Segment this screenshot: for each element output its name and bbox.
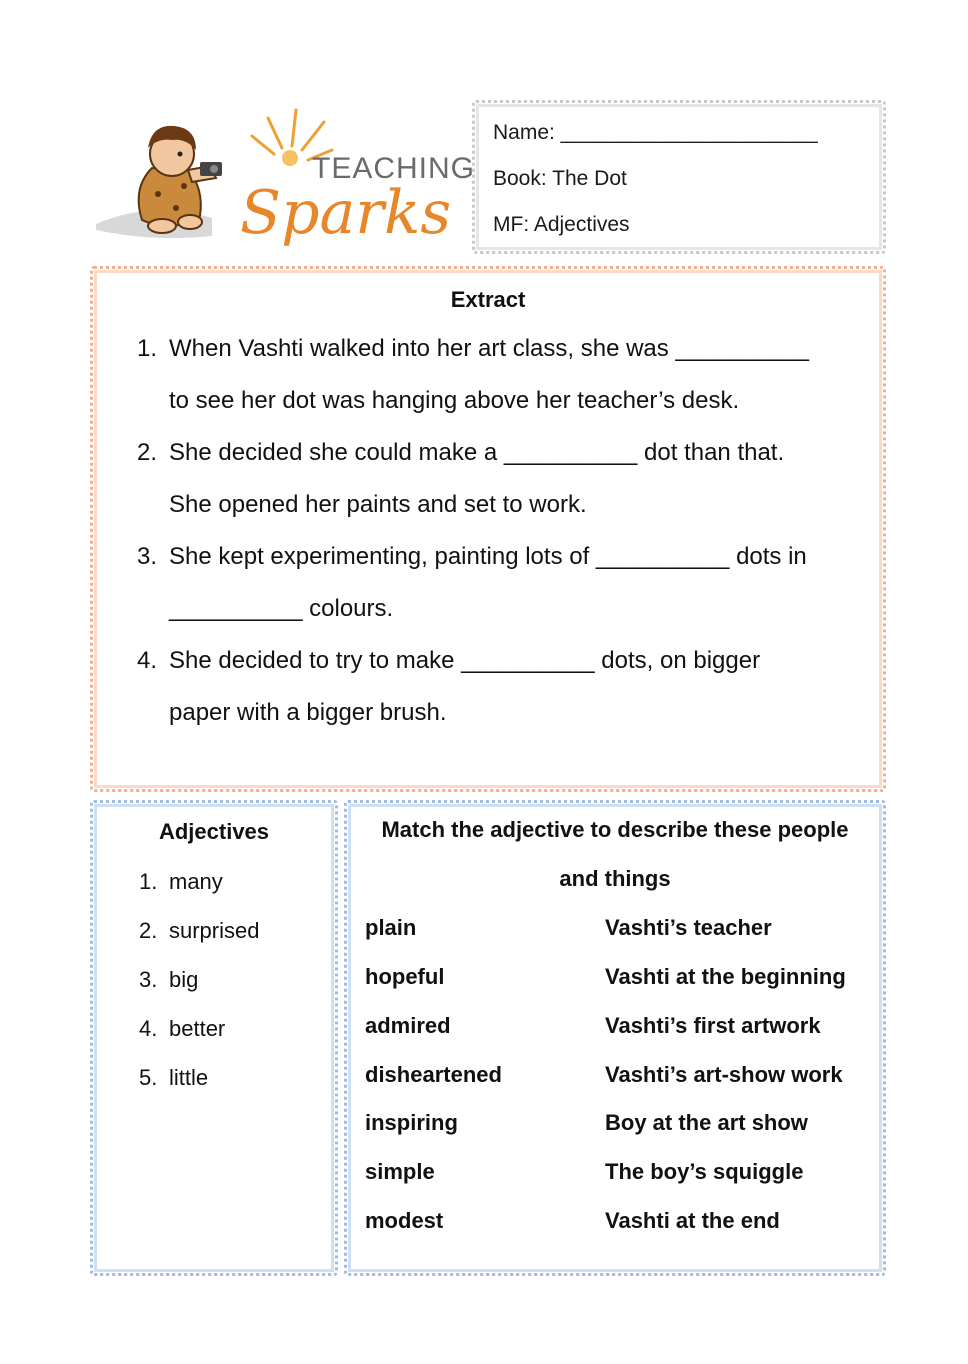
- match-target: Vashti at the end: [605, 1208, 780, 1233]
- match-target: Vashti’s first artwork: [605, 1013, 821, 1038]
- match-target: Vashti’s teacher: [605, 915, 772, 940]
- adjective-number: 4.: [139, 1016, 158, 1041]
- adjectives-title: Adjectives: [158, 819, 270, 844]
- adjective-word: surprised: [169, 918, 260, 943]
- logo-text-sparks: Sparks: [240, 178, 452, 248]
- extract-item-line: paper with a bigger brush.: [169, 699, 447, 726]
- extract-item-line: She kept experimenting, painting lots of __________ dots in: [169, 543, 807, 570]
- adjective-word: many: [169, 869, 223, 894]
- extract-item-number: 1.: [137, 335, 158, 362]
- logo-text-teaching: TEACHING: [312, 152, 476, 185]
- match-target: Boy at the art show: [605, 1110, 808, 1135]
- adjectives-box: [90, 800, 338, 1276]
- match-adjective: disheartened: [365, 1062, 502, 1087]
- extract-item-line: She opened her paints and set to work.: [169, 491, 587, 518]
- match-target: The boy’s squiggle: [605, 1159, 804, 1184]
- extract-item-number: 4.: [137, 647, 158, 674]
- match-adjective: inspiring: [365, 1110, 458, 1135]
- match-adjective: plain: [365, 915, 417, 940]
- adjective-word: little: [169, 1065, 209, 1090]
- adjective-number: 2.: [139, 918, 158, 943]
- adjective-word: big: [169, 967, 199, 992]
- adjective-number: 5.: [139, 1065, 158, 1090]
- adjective-word: better: [169, 1016, 226, 1041]
- match-title-line-2: and things: [559, 866, 671, 891]
- match-target: Vashti at the beginning: [605, 964, 846, 989]
- match-adjective: admired: [365, 1013, 451, 1038]
- extract-item-line: She decided she could make a __________ dot than that.: [169, 439, 785, 466]
- student-info-box: [472, 100, 886, 254]
- extract-title: Extract: [450, 287, 526, 312]
- match-title-line-1: Match the adjective to describe these people: [381, 817, 849, 842]
- extract-item-line: to see her dot was hanging above her teacher’s desk.: [169, 387, 740, 414]
- book-label: Book: The Dot: [493, 167, 627, 190]
- name-field[interactable]: Name: ______________________: [493, 121, 818, 144]
- adjective-list-item: [139, 918, 259, 944]
- match-box: [344, 800, 886, 1276]
- extract-item-line: __________ colours.: [169, 595, 394, 622]
- extract-box: [90, 266, 886, 792]
- match-adjective: hopeful: [365, 964, 445, 989]
- adjective-list-item: [139, 1065, 208, 1091]
- adjective-number: 1.: [139, 869, 158, 894]
- match-target: Vashti’s art-show work: [605, 1062, 843, 1087]
- match-adjective: simple: [365, 1159, 435, 1184]
- extract-item-number: 3.: [137, 543, 158, 570]
- match-adjective: modest: [365, 1208, 444, 1233]
- teaching-sparks-logo: [92, 108, 476, 248]
- extract-item-number: 2.: [137, 439, 158, 466]
- adjective-list-item: [139, 967, 198, 993]
- adjective-number: 3.: [139, 967, 158, 992]
- extract-item-line: She decided to try to make __________ dots, on bigger: [169, 647, 761, 674]
- focus-label: MF: Adjectives: [493, 213, 630, 236]
- adjective-list-item: [139, 869, 223, 895]
- adjective-list-item: [139, 1016, 225, 1042]
- extract-item-line: When Vashti walked into her art class, she was __________: [169, 335, 809, 362]
